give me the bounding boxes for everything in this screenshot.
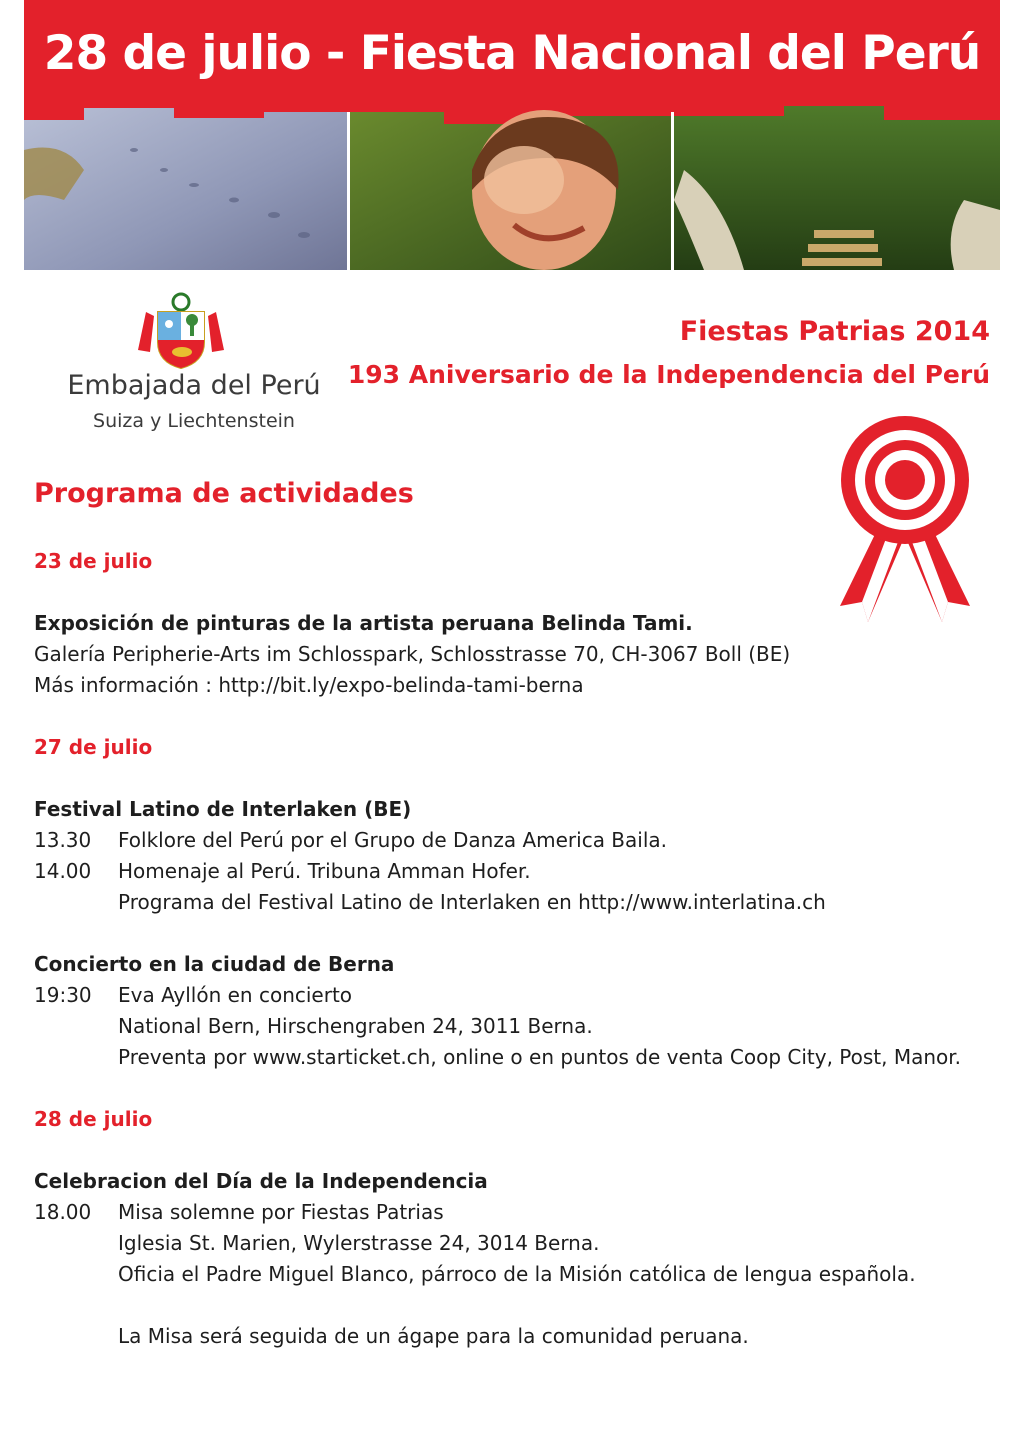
schedule-row: [34, 887, 994, 918]
anniversary-title: 193 Aniversario de la Independencia del Perú: [347, 360, 990, 389]
schedule-time: [34, 1011, 118, 1042]
desert-photo: [24, 108, 348, 270]
header-banner: [24, 0, 1000, 270]
event-title: Concierto en la ciudad de Berna: [34, 952, 395, 976]
schedule-time: 19:30: [34, 983, 92, 1007]
schedule-time: [34, 1228, 118, 1259]
event-detail: Galería Peripherie-Arts im Schlosspark, Schlosstrasse 70, CH-3067 Boll (BE): [34, 642, 791, 666]
program-content: [34, 546, 994, 1352]
fiestas-patrias-title: Fiestas Patrias 2014: [679, 316, 990, 347]
date-heading: 28 de julio: [34, 1107, 153, 1131]
schedule-link[interactable]: Programa del Festival Latino de Interlaken en http://www.interlatina.ch: [118, 890, 826, 914]
schedule-time: 18.00: [34, 1200, 92, 1224]
embassy-name: Embajada del Perú: [67, 370, 321, 401]
schedule-row: [34, 1321, 994, 1352]
event-title: Exposición de pinturas de la artista peruana Belinda Tami.: [34, 611, 693, 635]
schedule-row: [34, 1228, 994, 1259]
schedule-time: [34, 1042, 118, 1073]
date-heading: 27 de julio: [34, 735, 153, 759]
schedule-text: National Bern, Hirschengraben 24, 3011 Berna.: [118, 1014, 593, 1038]
embassy-subtitle: Suiza y Liechtenstein: [93, 410, 295, 432]
schedule-time: [34, 887, 118, 918]
schedule-row: [34, 825, 994, 856]
event-title: Festival Latino de Interlaken (BE): [34, 797, 412, 821]
schedule-time: 13.30: [34, 828, 92, 852]
schedule-text: Iglesia St. Marien, Wylerstrasse 24, 3014 Berna.: [118, 1231, 600, 1255]
schedule-text: Misa solemne por Fiestas Patrias: [118, 1200, 444, 1224]
schedule-row: [34, 980, 994, 1011]
schedule-time: 14.00: [34, 859, 92, 883]
event-title: Celebracion del Día de la Independencia: [34, 1169, 488, 1193]
schedule-row: [34, 856, 994, 887]
schedule-text: Eva Ayllón en concierto: [118, 983, 353, 1007]
agape-note: La Misa será seguida de un ágape para la comunidad peruana.: [118, 1324, 749, 1348]
schedule-row: [34, 1042, 994, 1073]
schedule-time: [34, 1259, 118, 1290]
schedule-row: [34, 1197, 994, 1228]
schedule-row: [34, 1011, 994, 1042]
banner-title: 28 de julio - Fiesta Nacional del Perú: [43, 26, 981, 81]
embassy-logo: [36, 292, 336, 442]
schedule-text: Preventa por www.starticket.ch, online o en puntos de venta Coop City, Post, Manor.: [118, 1045, 962, 1069]
event-link[interactable]: Más información : http://bit.ly/expo-belinda-tami-berna: [34, 673, 584, 697]
schedule-row: [34, 1259, 994, 1290]
coat-of-arms-icon: [136, 292, 226, 370]
schedule-text: Folklore del Perú por el Grupo de Danza America Baila.: [118, 828, 668, 852]
schedule-text: Homenaje al Perú. Tribuna Amman Hofer.: [118, 859, 531, 883]
schedule-text: Oficia el Padre Miguel Blanco, párroco de la Misión católica de lengua española.: [118, 1262, 916, 1286]
program-title: Programa de actividades: [34, 478, 414, 509]
date-heading: 23 de julio: [34, 549, 153, 573]
